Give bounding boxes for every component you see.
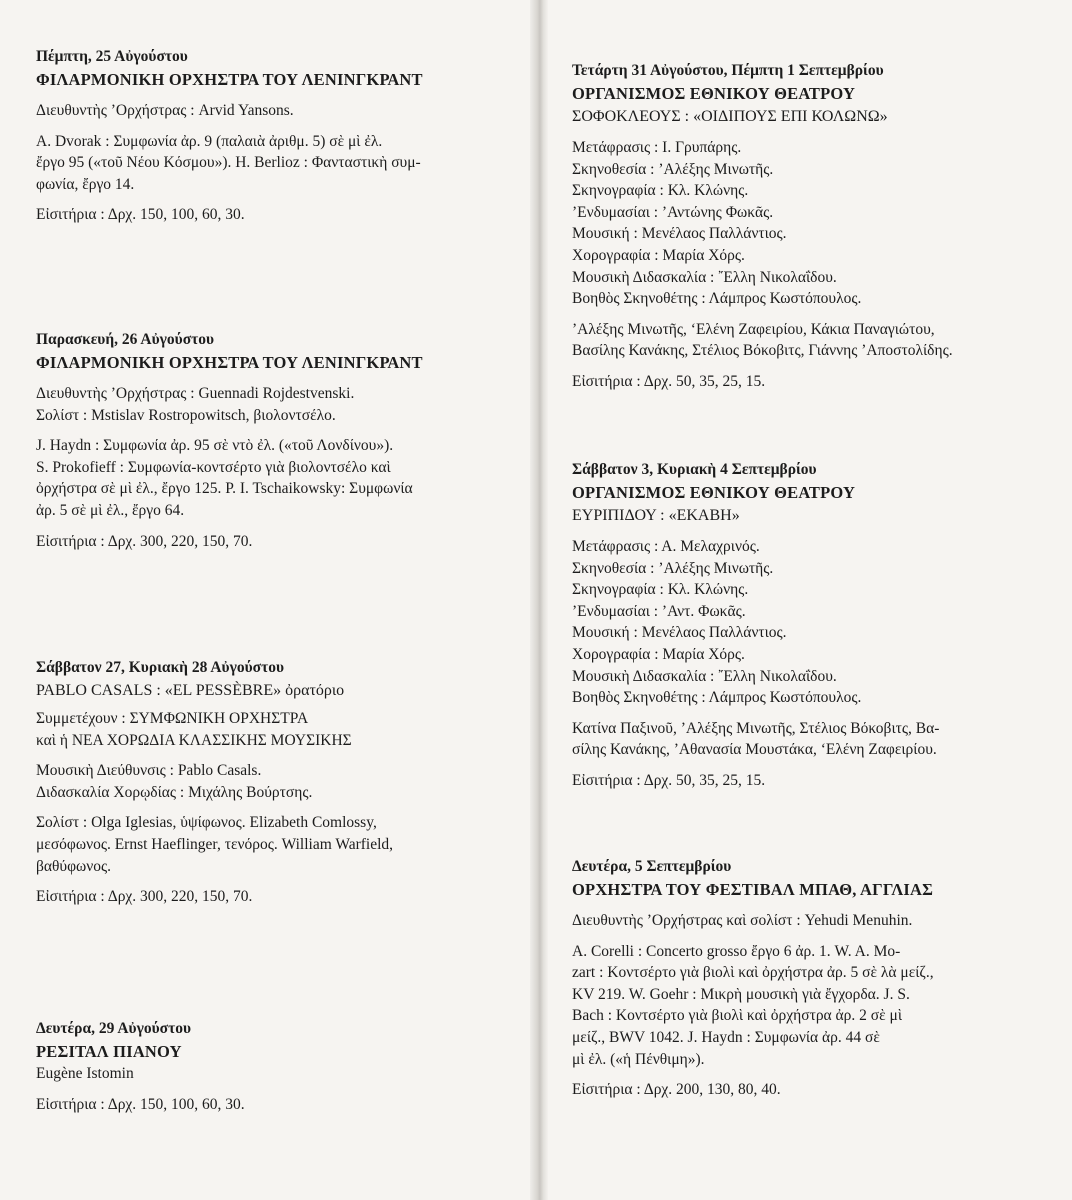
event-program-line: Bach : Κοντσέρτο γιὰ βιολὶ καὶ ὀρχήστρα ἀρ. 2 σὲ μὶ <box>572 1007 902 1025</box>
event-tickets: Εἰσιτήρια : Δρχ. 300, 220, 150, 70. <box>36 888 253 906</box>
event-date: Παρασκευή, 26 Αὐγούστου <box>36 331 215 348</box>
credit-line: Σκηνογραφία : Κλ. Κλώνης. <box>572 182 749 200</box>
event-participants-line: Συμμετέχουν : ΣΥΜΦΩΝΙΚΗ ΟΡΧΗΣΤΡΑ <box>36 710 309 727</box>
event-title: ΡΕΣΙΤΑΛ ΠΙΑΝΟΥ <box>36 1042 182 1061</box>
event-aug-25 <box>36 46 512 226</box>
event-program-line: ὀρχήστρα σὲ μὶ ἐλ., ἔργο 125. P. I. Tschaikowsky: Συμφωνία <box>36 480 413 498</box>
event-tickets: Εἰσιτήρια : Δρχ. 150, 100, 60, 30. <box>36 206 245 224</box>
event-tickets: Εἰσιτήρια : Δρχ. 50, 35, 25, 15. <box>572 771 766 789</box>
event-program-line: zart : Κοντσέρτο γιὰ βιολὶ καὶ ὀρχήστρα ἀρ. 5 σὲ λὰ μείζ., <box>572 964 934 982</box>
event-program-line: ἔργο 95 («τοῦ Νέου Κόσμου»). Η. Berlioz : Φανταστικὴ συμ- <box>36 154 421 172</box>
event-title: ΦΙΛΑΡΜΟΝΙΚΗ ΟΡΧΗΣΤΡΑ ΤΟΥ ΛΕΝΙΝΓΚΡΑΝΤ <box>36 70 423 89</box>
event-performer: Eugène Istomin <box>36 1065 134 1082</box>
event-aug-26 <box>36 329 512 552</box>
event-program-line: Α. Dvorak : Συμφωνία ἀρ. 9 (παλαιὰ ἀριθμ. 5) σὲ μὶ ἐλ. <box>36 132 383 150</box>
event-date: Δευτέρα, 5 Σεπτεμβρίου <box>572 858 732 875</box>
event-conductor: Διευθυντὴς ’Ορχήστρας : Arvid Yansons. <box>36 102 294 119</box>
event-tickets: Εἰσιτήρια : Δρχ. 150, 100, 60, 30. <box>36 1095 245 1113</box>
event-title: ΦΙΛΑΡΜΟΝΙΚΗ ΟΡΧΗΣΤΡΑ ΤΟΥ ΛΕΝΙΝΓΚΡΑΝΤ <box>36 353 423 372</box>
event-conductor: Διευθυντὴς ’Ορχήστρας καὶ σολίστ : Yehudi Menuhin. <box>572 912 913 929</box>
event-aug-31-sep-1 <box>572 60 1052 393</box>
event-program-line: μὶ ἐλ. («ἡ Πένθιμη»). <box>572 1050 705 1068</box>
credit-line: ’Ενδυμασίαι : ’Αντ. Φωκᾶς. <box>572 602 746 620</box>
credit-line: Μουσικὴ Διδασκαλία : ῎Ελλη Νικολαΐδου. <box>572 268 837 286</box>
event-program-line: S. Prokofieff : Συμφωνία-κοντσέρτο γιὰ βιολοντσέλο καὶ <box>36 458 391 476</box>
event-tickets: Εἰσιτήρια : Δρχ. 200, 130, 80, 40. <box>572 1081 781 1099</box>
event-cast-line: Κατίνα Παξινοῦ, ’Αλέξης Μινωτῆς, Στέλιος Βόκοβιτς, Βα- <box>572 719 940 737</box>
credit-line: Βοηθὸς Σκηνοθέτης : Λάμπρος Κωστόπουλος. <box>572 689 862 707</box>
event-program-line: φωνία, ἔργο 14. <box>36 175 135 193</box>
credit-line: Μετάφρασις : Ι. Γρυπάρης. <box>572 139 742 156</box>
event-participants-line: καὶ ἡ ΝΕΑ ΧΟΡΩΔΙΑ ΚΛΑΣΣΙΚΗΣ ΜΟΥΣΙΚΗΣ <box>36 731 352 749</box>
credit-line: Σκηνογραφία : Κλ. Κλώνης. <box>572 581 749 599</box>
event-program-line: J. Haydn : Συμφωνία ἀρ. 95 σὲ ντὸ ἐλ. («τοῦ Λονδίνου»). <box>36 437 394 455</box>
credit-line: Βοηθὸς Σκηνοθέτης : Λάμπρος Κωστόπουλος. <box>572 290 862 308</box>
event-choir: Διδασκαλία Χορῳδίας : Μιχάλης Βούρτσης. <box>36 783 313 801</box>
event-aug-27-28 <box>36 657 512 908</box>
page-gutter <box>530 0 548 1200</box>
event-direction: Μουσικὴ Διεύθυνσις : Pablo Casals. <box>36 762 262 780</box>
event-subtitle: ΣΟΦΟΚΛΕΟΥΣ : «ΟΙΔΙΠΟΥΣ ΕΠΙ ΚΟΛΩΝΩ» <box>572 108 888 125</box>
event-title: ΟΡΓΑΝΙΣΜΟΣ ΕΘΝΙΚΟΥ ΘΕΑΤΡΟΥ <box>572 483 856 502</box>
credits-list <box>572 536 1052 709</box>
event-soloists-line: Σολίστ : Olga Iglesias, ὑψίφωνος. Elizabeth Comlossy, <box>36 814 377 832</box>
event-tickets: Εἰσιτήρια : Δρχ. 300, 220, 150, 70. <box>36 532 253 550</box>
credit-line: Σκηνοθεσία : ’Αλέξης Μινωτῆς. <box>572 559 774 577</box>
event-title: PABLO CASALS : «EL PESSÈBRE» ὀρατόριο <box>36 682 345 699</box>
event-date: Δευτέρα, 29 Αὐγούστου <box>36 1020 192 1037</box>
credit-line: Μουσική : Μενέλαος Παλλάντιος. <box>572 624 787 642</box>
credit-line: Χορογραφία : Μαρία Χόρς. <box>572 645 745 663</box>
event-soloists-line: βαθύφωνος. <box>36 857 112 875</box>
event-date: Τετάρτη 31 Αὐγούστου, Πέμπτη 1 Σεπτεμβρίου <box>572 62 884 79</box>
event-tickets: Εἰσιτήρια : Δρχ. 50, 35, 25, 15. <box>572 372 766 390</box>
event-cast-line: σίλης Κανάκης, ’Αθανασία Μουστάκα, ‘Ελένη Ζαφειρίου. <box>572 741 937 759</box>
event-aug-29 <box>36 1018 512 1115</box>
event-cast-line: Βασίλης Κανάκης, Στέλιος Βόκοβιτς, Γιάννης ’Αποστολίδης. <box>572 342 953 360</box>
credit-line: Χορογραφία : Μαρία Χόρς. <box>572 246 745 264</box>
event-title: ΟΡΧΗΣΤΡΑ ΤΟΥ ΦΕΣΤΙΒΑΛ ΜΠΑΘ, ΑΓΓΛΙΑΣ <box>572 880 934 899</box>
event-cast-line: ’Αλέξης Μινωτῆς, ‘Ελένη Ζαφειρίου, Κάκια Παναγιώτου, <box>572 320 935 338</box>
event-date: Πέμπτη, 25 Αὐγούστου <box>36 48 188 65</box>
event-subtitle: ΕΥΡΙΠΙΔΟΥ : «ΕΚΑΒΗ» <box>572 507 740 524</box>
event-sep-5 <box>572 856 1052 1101</box>
event-title: ΟΡΓΑΝΙΣΜΟΣ ΕΘΝΙΚΟΥ ΘΕΑΤΡΟΥ <box>572 84 856 103</box>
event-soloists-line: μεσόφωνος. Ernst Haeflinger, τενόρος. William Warfield, <box>36 835 394 853</box>
event-program-line: ἀρ. 5 σὲ μὶ ἐλ., ἔργο 64. <box>36 501 185 519</box>
credits-list <box>572 137 1052 310</box>
credit-line: Σκηνοθεσία : ’Αλέξης Μινωτῆς. <box>572 160 774 178</box>
event-sep-3-4 <box>572 459 1052 792</box>
credit-line: ’Ενδυμασίαι : ’Αντώνης Φωκᾶς. <box>572 203 774 221</box>
event-date: Σάββατον 27, Κυριακὴ 28 Αὐγούστου <box>36 659 285 676</box>
credit-line: Μετάφρασις : Α. Μελαχρινός. <box>572 538 760 555</box>
event-soloist: Σολίστ : Mstislav Rostropowitsch, βιολοντσέλο. <box>36 406 336 424</box>
credit-line: Μουσική : Μενέλαος Παλλάντιος. <box>572 225 787 243</box>
event-program-line: KV 219. W. Goehr : Μικρὴ μουσικὴ γιὰ ἔγχορδα. J. S. <box>572 985 910 1003</box>
event-program-line: A. Corelli : Concerto grosso ἔργο 6 ἀρ. 1. W. A. Mo- <box>572 942 901 960</box>
event-conductor: Διευθυντὴς ’Ορχήστρας : Guennadi Rojdestvenski. <box>36 385 355 402</box>
credit-line: Μουσικὴ Διδασκαλία : ῎Ελλη Νικολαΐδου. <box>572 667 837 685</box>
event-program-line: μείζ., BWV 1042. J. Haydn : Συμφωνία ἀρ. 44 σὲ <box>572 1028 880 1046</box>
event-date: Σάββατον 3, Κυριακὴ 4 Σεπτεμβρίου <box>572 461 817 478</box>
